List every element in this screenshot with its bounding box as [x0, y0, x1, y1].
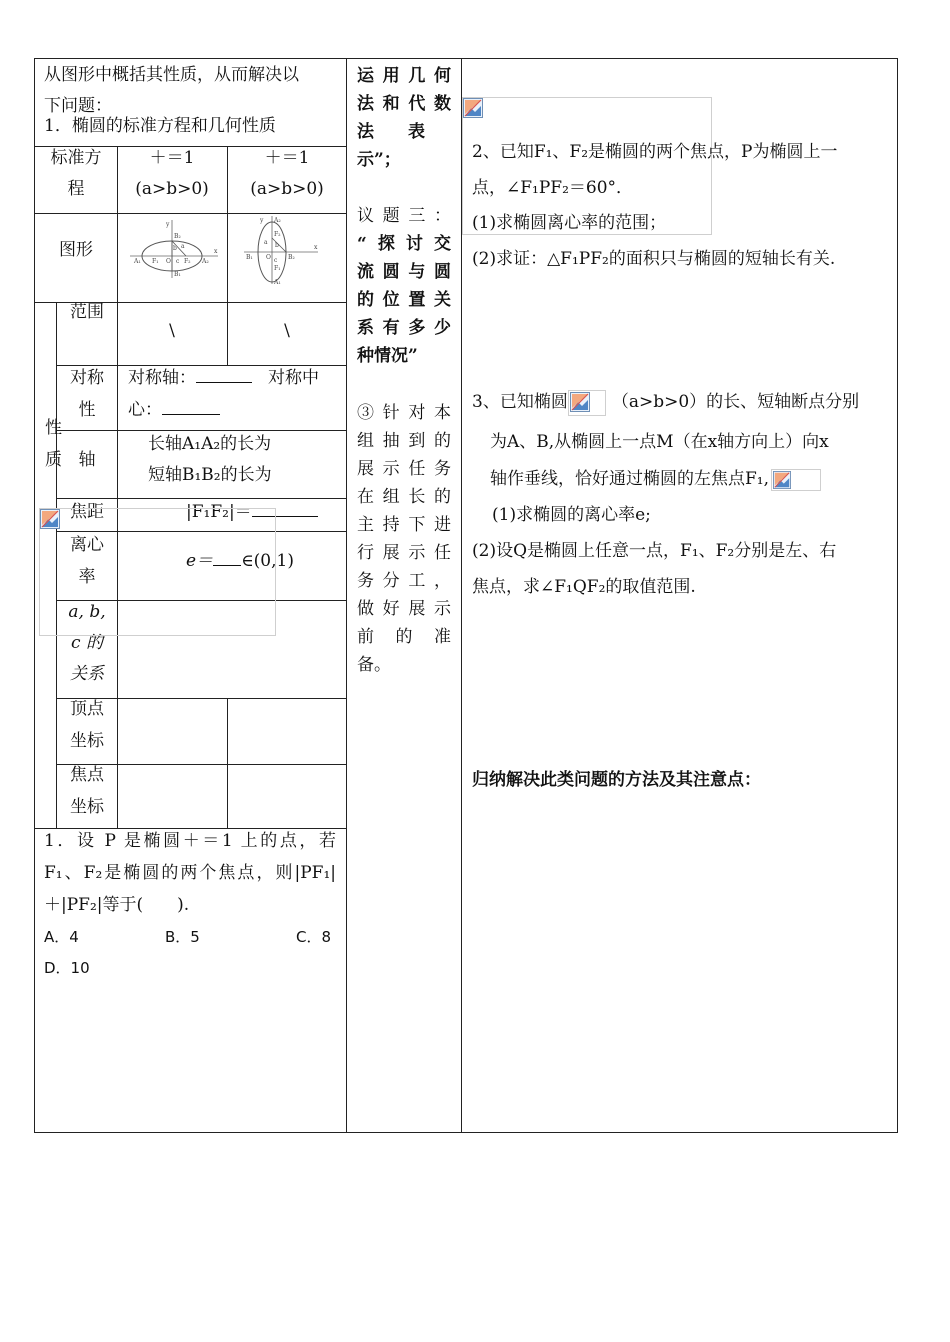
q3-line-6: 焦点，求∠F₁QF₂的取值范围. [472, 577, 696, 597]
table-bottom-border [34, 1132, 898, 1133]
method-line-4: 示”； [357, 150, 401, 170]
symmetry-text-l1 [128, 362, 319, 394]
intro-line-2: 下问题： [44, 96, 112, 116]
task-line-4: 在组长的 [357, 487, 451, 507]
topic3-line-2: 流圆与圆 [357, 262, 451, 282]
q1-option-d: D．10 [44, 959, 90, 977]
abc-label-l3: 关系 [70, 664, 104, 684]
g1-label-3: F₁ [152, 258, 159, 265]
g1-label-2: A₁ [134, 258, 141, 265]
method-line-3: 法 表 [357, 122, 425, 142]
q1-option-b: B．5 [165, 928, 200, 946]
abc-label-l1: a, b, [68, 602, 106, 622]
g2-label-3: a [264, 239, 268, 246]
eq-header-l1: 标准方 [50, 148, 102, 168]
g1-label-8: x [214, 248, 218, 255]
g2-label-11: A₁ [274, 279, 281, 286]
task-line-3: 展示任务 [357, 459, 451, 479]
axis-minor-text: 短轴B₁B₂的长为 [148, 465, 272, 485]
broken-image-icon [463, 98, 483, 118]
column-divider-1 [346, 58, 347, 1133]
axis-label: 轴 [78, 450, 96, 470]
symmetry-center-label-2: 心： [128, 400, 162, 420]
g2-label-8: x [314, 244, 318, 251]
task-line-6: 行展示任 [357, 543, 451, 563]
g2-label-1: A₂ [274, 217, 281, 224]
method-line-1: 运用几何 [357, 66, 451, 86]
g1-label-1: B₂ [174, 233, 181, 240]
table-right-border [897, 58, 898, 1133]
focus-label-l1: 焦点 [70, 765, 104, 785]
symmetry-axis-blank [196, 364, 252, 383]
g1-label-6: F₂ [184, 258, 191, 265]
g2-label-4: B₁ [246, 254, 253, 261]
g1-label-4: O [166, 258, 171, 265]
focal-formula: |F₁F₂|＝ [186, 502, 252, 522]
ecc-label-l1: 离心 [70, 535, 104, 555]
symmetry-center-label: 对称中 [268, 368, 319, 388]
task-line-1: ③针对本 [357, 403, 451, 423]
table-left-border [34, 58, 35, 1133]
g1-label-11: a [181, 243, 185, 250]
task-line-7: 务分工， [357, 571, 451, 591]
q2-line-3: (1)求椭圆离心率的范围； [472, 213, 667, 233]
ellipse-graph-horizontal [126, 216, 222, 280]
task-line-5: 主持下进 [357, 515, 451, 535]
ecc-range: ∈(0,1) [241, 551, 294, 571]
task-line-8: 做好展示 [357, 599, 451, 619]
q2-line-4: (2)求证：△F₁PF₂的面积只与椭圆的短轴长有关. [472, 249, 836, 269]
g2-label-6: O [266, 254, 271, 261]
q1-line-2: F₁、F₂是椭圆的两个焦点，则|PF₁| [44, 863, 336, 883]
task-line-9: 前 的 准 [357, 627, 451, 647]
eq1-line2: (a>b>0) [135, 179, 209, 199]
g1-label-9: B₁ [174, 271, 181, 278]
eq1-line1: ＋＝1 [149, 148, 195, 168]
vertex-label-l2: 坐标 [70, 731, 104, 751]
q3-line-3 [490, 463, 821, 495]
intro-line-3: 1．椭圆的标准方程和几何性质 [44, 116, 276, 136]
g1-label-5: c [176, 258, 180, 265]
ecc-label-l2: 率 [78, 567, 96, 587]
q1-option-a: A．4 [44, 928, 79, 946]
g1-label-0: y [166, 221, 170, 228]
eq2-line1: ＋＝1 [264, 148, 310, 168]
broken-image-icon [773, 471, 791, 489]
eq2-line2: (a>b>0) [250, 179, 324, 199]
g1-label-10: b [173, 245, 177, 252]
summary-heading: 归纳解决此类问题的方法及其注意点： [472, 770, 761, 790]
symmetry-label-l1: 对称 [70, 368, 104, 388]
g2-label-5: b [275, 242, 279, 249]
q3-line-1b: （a>b>0）的长、短轴断点分别 [611, 392, 860, 412]
task-line-2: 组抽到的 [357, 431, 451, 451]
q3-line-4: (1)求椭圆的离心率e; [492, 505, 651, 525]
axis-major-text: 长轴A₁A₂的长为 [148, 434, 272, 454]
ellipse-graph-vertical [238, 214, 322, 286]
broken-image-icon [570, 392, 590, 412]
focus-label-l2: 坐标 [70, 797, 104, 817]
symmetry-center-blank [162, 396, 220, 415]
q3-line-1a: 3、已知椭圆 [472, 392, 568, 412]
topic3-line-1: “探讨交 [357, 234, 451, 254]
topic3-line-5: 种情况” [357, 346, 418, 366]
eq-header-l2: 程 [67, 179, 85, 199]
symmetry-axis-label: 对称轴： [128, 368, 196, 388]
g2-label-10: F₁ [274, 265, 281, 272]
g2-label-0: y [260, 217, 264, 224]
vertex-label-l1: 顶点 [70, 699, 104, 719]
topic3-line-3: 的位置关 [357, 290, 451, 310]
graph-header: 图形 [59, 240, 93, 260]
q3-line-2: 为A、B,从椭圆上一点M（在x轴方向上）向x [490, 432, 829, 452]
q1-line-3: ＋|PF₂|等于( ). [44, 895, 190, 915]
q3-line-5: (2)设Q是椭圆上任意一点，F₁、F₂分别是左、右 [472, 541, 837, 561]
task-line-10: 备。 [357, 655, 391, 675]
ecc-formula: e＝ [186, 551, 214, 571]
range-value-1: \ [169, 321, 175, 341]
topic3-line-4: 系有多少 [357, 318, 451, 338]
symmetry-label-l2: 性 [78, 400, 96, 420]
q1-option-c: C．8 [296, 928, 332, 946]
q2-line-1: 2、已知F₁、F₂是椭圆的两个焦点，P为椭圆上一 [472, 142, 838, 162]
ptable-v-mid-bottom [227, 698, 228, 828]
abc-label-l2: c 的 [71, 633, 103, 653]
range-value-2: \ [284, 321, 290, 341]
focal-label: 焦距 [70, 502, 104, 522]
broken-image-icon [40, 509, 60, 529]
q2-line-2: 点，∠F₁PF₂＝60°． [472, 178, 634, 198]
q1-line-1: 1．设 P 是椭圆＋＝1 上的点，若 [44, 831, 336, 851]
g1-label-7: A₂ [202, 258, 209, 265]
property-header-l1: 性 [45, 418, 62, 438]
g2-label-2: F₂ [274, 231, 281, 238]
g2-label-7: B₂ [288, 254, 295, 261]
g2-label-9: c [274, 257, 278, 264]
method-line-2: 法和代数 [357, 94, 451, 114]
q3-line-1 [472, 386, 859, 418]
broken-image-frame-col1 [39, 508, 276, 636]
range-label: 范围 [70, 302, 104, 322]
q3-inline-image-2 [771, 469, 821, 491]
property-header-l2: 质 [45, 450, 62, 470]
symmetry-text-l2 [128, 394, 220, 426]
q3-line-3-text: 轴作垂线，恰好通过椭圆的左焦点F₁, [490, 469, 770, 489]
intro-line-1: 从图形中概括其性质，从而解决以 [44, 65, 299, 85]
ptable-v-label [117, 146, 118, 828]
topic3-label: 议题三： [357, 206, 451, 226]
q3-inline-image [568, 390, 606, 416]
